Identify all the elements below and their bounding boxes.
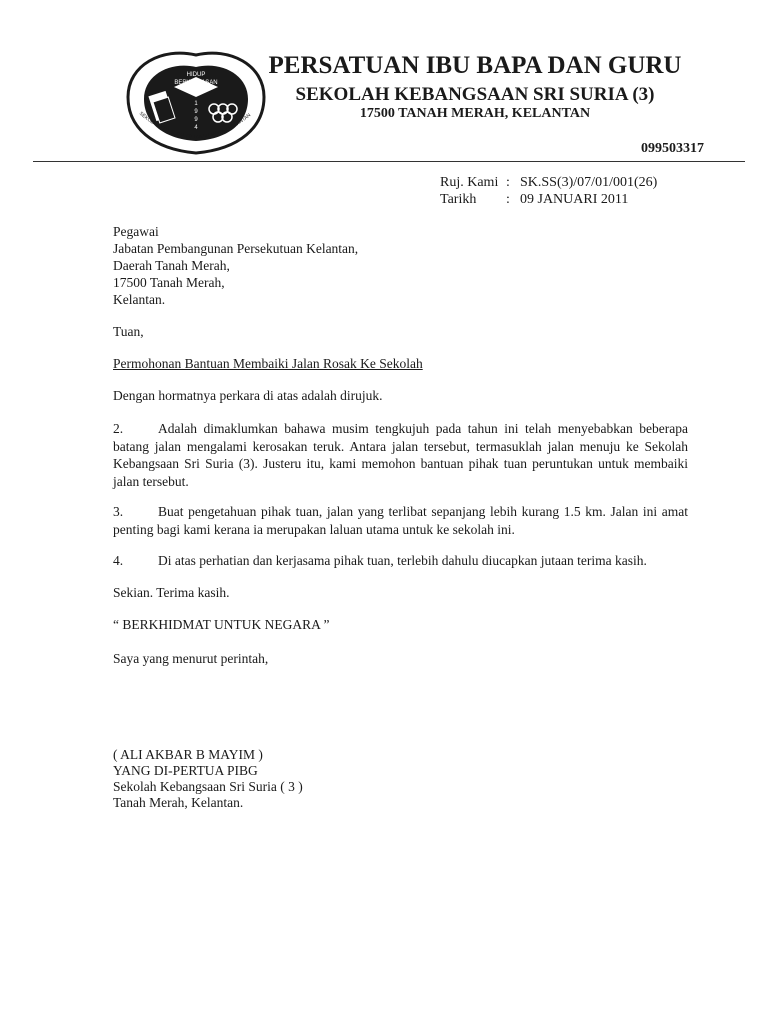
recipient-line: Pegawai bbox=[113, 224, 159, 239]
logo-year-digit: 1 bbox=[194, 101, 198, 107]
logo-year-digit: 9 bbox=[194, 109, 198, 115]
signatory-school: Sekolah Kebangsaan Sri Suria ( 3 ) bbox=[113, 779, 303, 794]
letterhead-divider bbox=[33, 161, 745, 162]
body-paragraph bbox=[113, 420, 688, 490]
body-paragraph bbox=[113, 552, 688, 570]
paragraph-number: 2. bbox=[113, 421, 124, 436]
paragraph-text: Di atas perhatian dan kerjasama pihak tuan, terlebih dahulu diucapkan jutaan terima kasih. bbox=[158, 553, 647, 568]
letter-date bbox=[440, 192, 628, 208]
recipient-line: Kelantan. bbox=[113, 292, 166, 307]
sign-off-line: Saya yang menurut perintah, bbox=[113, 651, 269, 666]
logo-motto-line-1: HIDUP bbox=[186, 72, 206, 78]
opening-line: Dengan hormatnya perkara di atas adalah dirujuk. bbox=[113, 388, 383, 403]
signatory-name: ( ALI AKBAR B MAYIM ) bbox=[113, 747, 263, 762]
date-separator: : bbox=[506, 192, 510, 207]
salutation: Tuan, bbox=[113, 324, 144, 339]
body-paragraph bbox=[113, 503, 688, 538]
our-reference bbox=[440, 175, 657, 191]
logo-motto-line-2: BERWAWASAN bbox=[174, 80, 218, 86]
our-reference-label: Ruj. Kami bbox=[440, 175, 499, 190]
paragraph-text: Adalah dimaklumkan bahawa musim tengkujuh pada tahun ini telah menyebabkan beberapa batang jalan mengalami kerosakan teruk. Antara jalan tersebut, termasuklah jalan menuju ke Sekolah Kebangsaan Sri Suria (3). Justeru itu, kami memohon bantuan pihak tuan peruntukan untuk membaiki jalan tersebut. bbox=[113, 421, 688, 489]
paragraph-text: Buat pengetahuan pihak tuan, jalan yang terlibat sepanjang lebih kurang 1.5 km. Jalan ini amat penting bagi kami kerana ia merupakan laluan utama untuk ke sekolah ini. bbox=[113, 504, 688, 537]
paragraph-number: 3. bbox=[113, 504, 124, 519]
paragraph-number: 4. bbox=[113, 553, 124, 568]
letterhead-title: PERSATUAN IBU BAPA DAN GURU bbox=[268, 52, 682, 79]
recipient-line: Jabatan Pembangunan Persekutuan Kelantan, bbox=[113, 241, 359, 256]
logo-year-digit: 9 bbox=[194, 117, 198, 123]
logo-ring-text: SEKOLAH KEB SURIA (3) TANAH MERAH KELANTAN bbox=[137, 110, 253, 141]
date-value: 09 JANUARI 2011 bbox=[520, 192, 629, 207]
logo-year-digit: 4 bbox=[194, 125, 198, 131]
letterhead-address: 17500 TANAH MERAH, KELANTAN bbox=[359, 106, 591, 121]
signatory-position: YANG DI-PERTUA PIBG bbox=[113, 763, 258, 778]
recipient-line: 17500 Tanah Merah, bbox=[113, 275, 225, 290]
our-reference-separator: : bbox=[506, 175, 510, 190]
our-reference-value: SK.SS(3)/07/01/001(26) bbox=[520, 175, 658, 190]
letterhead-phone: 099503317 bbox=[641, 141, 704, 156]
motto-line: “ BERKHIDMAT UNTUK NEGARA ” bbox=[113, 617, 330, 632]
letterhead-school: SEKOLAH KEBANGSAAN SRI SURIA (3) bbox=[295, 84, 655, 105]
date-label: Tarikh bbox=[440, 192, 477, 207]
signatory-location: Tanah Merah, Kelantan. bbox=[113, 795, 244, 810]
recipient-line: Daerah Tanah Merah, bbox=[113, 258, 230, 273]
closing-line: Sekian. Terima kasih. bbox=[113, 585, 230, 600]
subject-line: Permohonan Bantuan Membaiki Jalan Rosak Ke Sekolah bbox=[113, 356, 423, 371]
